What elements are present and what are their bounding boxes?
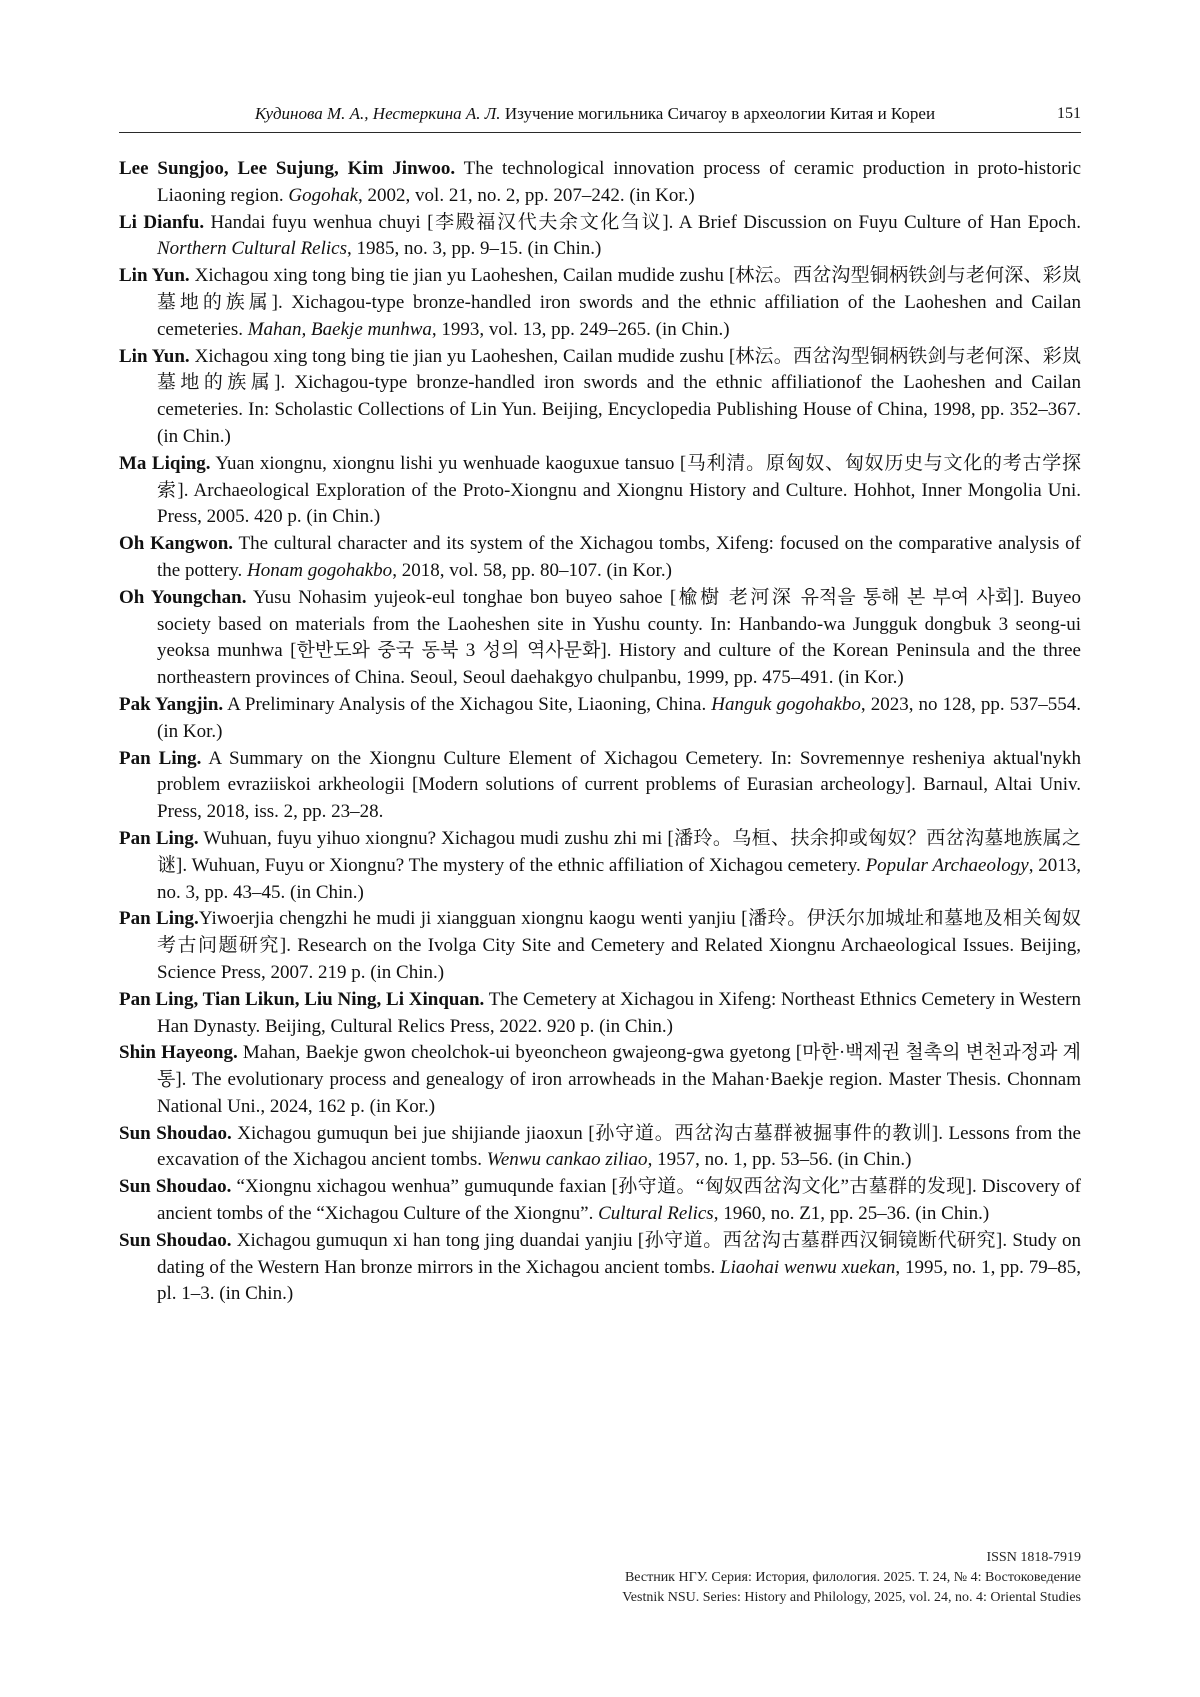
reference-text: , 2023, no 128, pp. 537–554. (in Kor.) <box>157 693 1081 742</box>
reference-text: Xichagou xing tong bing tie jian yu Laoheshen, Cailan mudide zushu [林沄。西岔沟型铜柄铁剑与老何深、彩岚墓地的族属]. Xichagou-type bronze-handled iron swords and the ethnic affiliationof the Laoheshen and Cailan cemeteries. In: Scholastic Collections of Lin Yun. Beijing, Encyclopedia Publishing House of China, 1998, pp. 352–367. (in Chin.) <box>157 345 1081 447</box>
footer-line-en: Vestnik NSU. Series: History and Philology, 2025, vol. 24, no. 4: Oriental Studies <box>622 1590 1081 1605</box>
reference-text: , 2002, vol. 21, no. 2, pp. 207–242. (in Kor.) <box>358 184 695 206</box>
reference-entry <box>119 451 1081 531</box>
reference-journal-title: Wenwu cankao ziliao <box>486 1149 648 1171</box>
reference-text: Mahan, Baekje gwon cheolchok-ui byeoncheon gwajeong-gwa gyetong [마한·백제권 철촉의 변천과정과 계통]. The evolutionary process and genealogy of iron arrowheads in the Mahan·Baekje region. Master Thesis. Chonnam National Uni., 2024, 162 p. (in Kor.) <box>157 1042 1082 1117</box>
reference-journal-title: Gogohak <box>288 184 359 206</box>
reference-entry <box>119 531 1081 585</box>
reference-journal-title: Cultural Relics <box>598 1203 714 1225</box>
running-header <box>119 0 1081 125</box>
reference-entry <box>119 1174 1081 1228</box>
running-header-text <box>255 103 945 125</box>
reference-text: , 1957, no. 1, pp. 53–56. (in Chin.) <box>647 1149 912 1171</box>
running-header-title: Изучение могильника Сичагоу в археологии Китая и Кореи <box>500 104 936 123</box>
reference-entry <box>119 1121 1081 1175</box>
reference-text: Xichagou xing tong bing tie jian yu Laoheshen, Cailan mudide zushu [林沄。西岔沟型铜柄铁剑与老何深、彩岚墓地的族属]. Xichagou-type bronze-handled iron swords and the ethnic affiliation of the Laoheshen and Cailan cemeteries. <box>157 265 1081 340</box>
reference-journal-title: Northern Cultural Relics <box>157 238 347 260</box>
reference-entry <box>119 1040 1081 1120</box>
reference-authors: Sun Shoudao. <box>119 1176 232 1198</box>
reference-text: Yiwoerjia chengzhi he mudi ji xiangguan xiongnu kaogu wenti yanjiu [潘玲。伊沃尔加城址和墓地及相关匈奴考古问题研究]. Research on the Ivolga City Site and Cemetery and Related Xiongnu Archaeological Issues. Beijing, Science Press, 2007. 219 p. (in Chin.) <box>157 908 1081 983</box>
reference-text: Xichagou gumuqun bei jue shijiande jiaoxun [孙守道。西岔沟古墓群被掘事件的教训]. Lessons from the excavation of the Xichagou ancient tombs. <box>157 1122 1081 1171</box>
reference-text: Wuhuan, fuyu yihuo xiongnu? Xichagou mudi zushu zhi mi [潘玲。乌桓、扶余抑或匈奴？西岔沟墓地族属之谜]. Wuhuan, Fuyu or Xiongnu? The mystery of the ethnic affiliation of Xichagou cemetery. <box>157 827 1081 876</box>
reference-authors: Sun Shoudao. <box>119 1229 232 1251</box>
reference-authors: Pan Ling. <box>119 908 199 930</box>
reference-authors: Shin Hayeong. <box>119 1042 238 1064</box>
reference-text: Handai fuyu wenhua chuyi [李殿福汉代夫余文化刍议]. A Brief Discussion on Fuyu Culture of Han Epoch. <box>204 211 1081 233</box>
reference-entry <box>119 746 1081 826</box>
reference-authors: Li Dianfu. <box>119 211 205 233</box>
reference-text: The technological innovation process of ceramic production in proto-historic Liaoning region. <box>157 158 1082 206</box>
reference-entry <box>119 1228 1081 1308</box>
reference-text: , 2013, no. 3, pp. 43–45. (in Chin.) <box>157 854 1082 903</box>
reference-entry <box>119 344 1081 451</box>
reference-text: , 1985, no. 3, pp. 9–15. (in Chin.) <box>347 238 602 260</box>
reference-text: Yusu Nohasim yujeok-eul tonghae bon buyeo sahoe [楡樹 老河深 유적을 통해 본 부여 사회]. Buyeo society based on materials from the Laoheshen site in Yushu county. In: Hanbando-wa Jungguk dongbuk 3 seong-ui yeoksa munhwa [한반도와 중국 동북 3 성의 역사문화]. History and culture of the Korean Peninsula and the three northeastern provinces of China. Seoul, Seoul daehakgyo chulpanbu, 1999, pp. 475–491. (in Kor.) <box>157 586 1081 689</box>
reference-authors: Pan Ling, Tian Likun, Liu Ning, Li Xinquan. <box>119 988 485 1010</box>
reference-journal-title: Liaohai wenwu xuekan <box>720 1256 896 1278</box>
header-rule <box>119 132 1081 133</box>
reference-text: , 1993, vol. 13, pp. 249–265. (in Chin.) <box>431 318 730 340</box>
reference-text: A Preliminary Analysis of the Xichagou Site, Liaoning, China. <box>223 693 712 715</box>
reference-journal-title: Popular Archaeology <box>865 854 1029 876</box>
reference-authors: Lin Yun. <box>119 265 190 287</box>
reference-authors: Oh Kangwon. <box>119 533 234 555</box>
reference-entry <box>119 263 1081 343</box>
reference-journal-title: Mahan, Baekje munhwa <box>247 318 432 340</box>
reference-text: The cultural character and its system of the Xichagou tombs, Xifeng: focused on the comparative analysis of the pottery. <box>157 533 1081 581</box>
reference-authors: Pak Yangjin. <box>119 693 224 715</box>
reference-authors: Pan Ling. <box>119 827 199 849</box>
reference-text: , 1960, no. Z1, pp. 25–36. (in Chin.) <box>713 1203 990 1225</box>
reference-journal-title: Hanguk gogohakbo <box>711 693 861 715</box>
reference-authors: Sun Shoudao. <box>119 1122 232 1144</box>
reference-text: , 1995, no. 1, pp. 79–85, pl. 1–3. (in Chin.) <box>157 1256 1082 1305</box>
footer-line-ru: Вестник НГУ. Серия: История, филология. 2025. Т. 24, № 4: Востоковедение <box>624 1570 1081 1585</box>
running-header-authors: Кудинова М. А., Нестеркина А. Л. <box>254 104 501 123</box>
reference-entry <box>119 826 1081 906</box>
reference-text: Yuan xiongnu, xiongnu lishi yu wenhuade kaoguxue tansuo [马利清。原匈奴、匈奴历史与文化的考古学探索]. Archaeological Exploration of the Proto-Xiongnu and Xiongnu History and Culture. Hohhot, Inner Mongolia Uni. Press, 2005. 420 p. (in Chin.) <box>157 452 1081 528</box>
footer-issn: ISSN 1818-7919 <box>986 1550 1081 1565</box>
reference-authors: Oh Youngchan. <box>119 586 247 608</box>
reference-text: A Summary on the Xiongnu Culture Element of Xichagou Cemetery. In: Sovremennye resheniya aktual'nykh problem evraziiskoi arkheologii [Modern solutions of current problems of Eurasian archeology]. Barnaul, Altai Univ. Press, 2018, iss. 2, pp. 23–28. <box>157 747 1082 823</box>
journal-footer <box>622 1548 1081 1608</box>
reference-authors: Lin Yun. <box>119 345 190 367</box>
reference-authors: Lee Sungjoo, Lee Sujung, Kim Jinwoo. <box>119 158 456 179</box>
reference-text: The Cemetery at Xichagou in Xifeng: Northeast Ethnics Cemetery in Western Han Dynasty. Beijing, Cultural Relics Press, 2022. 920 p. (in Chin.) <box>157 988 1081 1037</box>
reference-authors: Ma Liqing. <box>119 452 211 474</box>
reference-text: “Xiongnu xichagou wenhua” gumuqunde faxian [孙守道。“匈奴西岔沟文化”古墓群的发现]. Discovery of ancient tombs of the “Xichagou Culture of the Xiongnu”. <box>157 1176 1081 1225</box>
reference-authors: Pan Ling. <box>119 747 202 769</box>
reference-entry <box>119 906 1081 986</box>
reference-text: Xichagou gumuqun xi han tong jing duandai yanjiu [孙守道。西岔沟古墓群西汉铜镜断代研究]. Study on dating of the Western Han bronze mirrors in the Xichagou ancient tombs. <box>157 1229 1081 1278</box>
page-number: 151 <box>1057 105 1081 122</box>
reference-entry <box>119 987 1081 1041</box>
reference-entry <box>119 585 1081 692</box>
reference-text: , 2018, vol. 58, pp. 80–107. (in Kor.) <box>392 559 672 581</box>
reference-journal-title: Honam gogohakbo <box>247 559 393 581</box>
reference-entry <box>119 692 1081 746</box>
reference-entry <box>119 210 1081 264</box>
reference-list <box>119 156 1081 1308</box>
reference-entry <box>119 156 1081 210</box>
